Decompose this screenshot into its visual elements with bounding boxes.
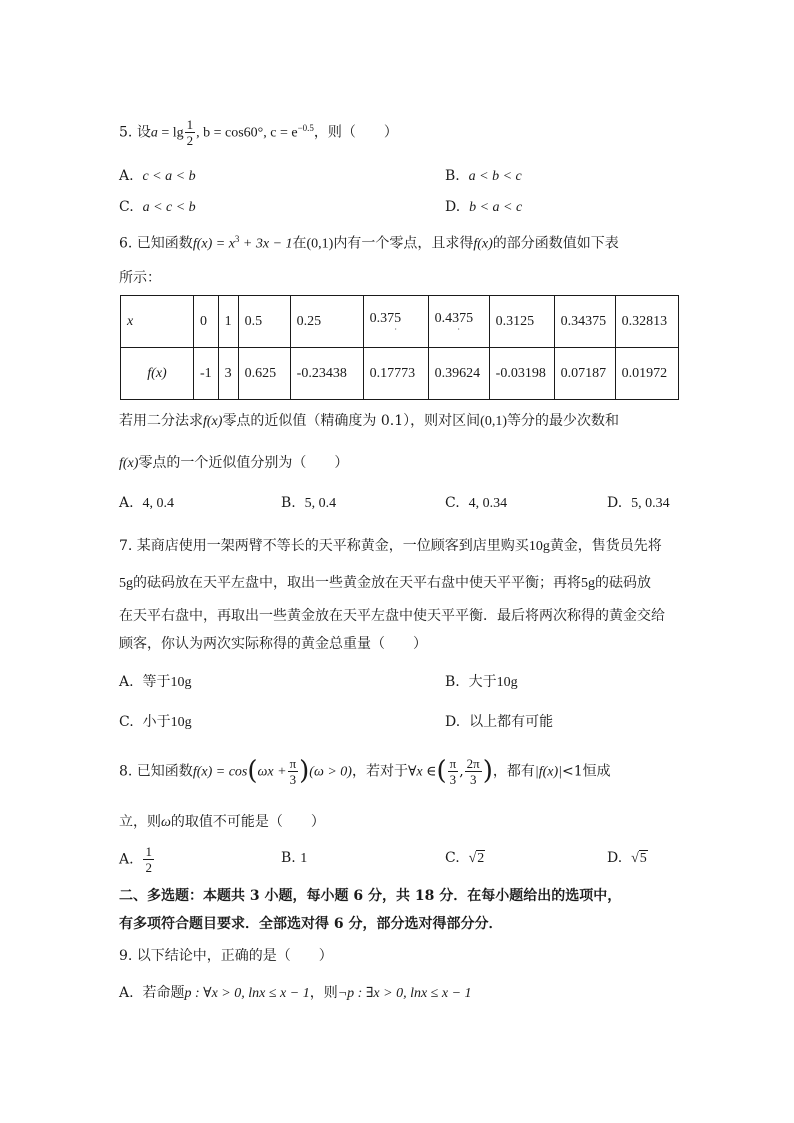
table-cell: 0.39624 [428, 348, 489, 400]
table-cell: -0.23438 [290, 348, 363, 400]
interval-right: $\frac{2\pi}{3}$ [466, 756, 480, 788]
table-cell: x [121, 296, 194, 348]
table-cell: 0 [194, 296, 219, 348]
table-cell: f(x) [121, 348, 194, 400]
q6-option-d[interactable]: D. 5, 0.34 [607, 495, 670, 511]
q5-option-a[interactable]: A. c < a < b [119, 168, 196, 184]
q7-option-a[interactable]: A. 等于10g [119, 674, 192, 690]
q8-stem-line2: 立，则ω的取值不可能是（ ） [119, 814, 325, 830]
q5-option-c[interactable]: C. a < c < b [119, 199, 196, 215]
table-cell: -0.03198 [489, 348, 554, 400]
table-cell: 0.07187 [554, 348, 615, 400]
table-cell: 3 [218, 348, 238, 400]
q6-value-table [120, 295, 679, 400]
table-cell: 0.5 [238, 296, 290, 348]
q8-option-b[interactable]: B. 1 [281, 850, 308, 866]
q5-fraction: $\frac{1}{2}$ [186, 117, 194, 148]
q7-stem-line4: 顾客，你认为两次实际称得的黄金总重量（ ） [119, 636, 427, 652]
q6-question-line2: f(x)零点的一个近似值分别为（ ） [119, 455, 349, 471]
q6-stem: 6. 已知函数$f(x) = x^3 + 3x - 1$在(0,1)内有一个零点，且求得f(x)的部分函数值如下表 [119, 234, 619, 252]
table-cell: 0.32813 [615, 296, 678, 348]
q6-option-a[interactable]: A. 4, 0.4 [119, 495, 174, 511]
pi-over-three: $\frac{\pi}{3}$ [289, 756, 297, 788]
q7-option-d[interactable]: D. 以上都有可能 [445, 714, 554, 730]
q9-option-a[interactable]: A. 若命题p : ∀x > 0, lnx ≤ x − 1，则¬p : ∃x > 0, lnx ≤ x − 1 [119, 985, 472, 1001]
q5-stem: 5. 设a = lg $\frac{1}{2}$ , b = cos60°, $c = e^{-0.5}$，则（ ） [119, 117, 398, 148]
q5-option-d[interactable]: D. b < a < c [445, 199, 523, 215]
q8-option-a[interactable]: A. $\frac{1}{2}$ [119, 844, 152, 875]
q7-stem-line3: 在天平右盘中，再取出一些黄金放在天平左盘中使天平平衡．最后将两次称得的黄金交给 [119, 608, 665, 624]
table-cell: 0.01972 [615, 348, 678, 400]
table-cell: 1 [218, 296, 238, 348]
table-row-x [121, 296, 679, 348]
table-cell: 0.34375 [554, 296, 615, 348]
q5-option-b[interactable]: B. a < b < c [445, 168, 522, 184]
q8-stem: 8. 已知函数f(x) = cos(ωx + $\frac{\pi}{3}$ )(ω > 0)，若对于∀x ∈( $\frac{\pi}{3}$ , $\frac{2\pi}{3}$ )，都有|f(x)|<1恒成 [119, 756, 611, 788]
table-cell: 0.17773 [363, 348, 428, 400]
q6-question: 若用二分法求f(x)零点的近似值（精确度为 0.1），则对区间(0,1)等分的最少次数和 [119, 413, 619, 429]
q6-option-c[interactable]: C. 4, 0.34 [445, 495, 508, 511]
q6-stem-line2: 所示： [119, 270, 161, 286]
q8-option-c[interactable]: C. √2 [445, 850, 485, 866]
table-cell: 0.375 · [363, 296, 428, 348]
table-row-fx [121, 348, 679, 400]
table-cell: 0.25 [290, 296, 363, 348]
q6-option-b[interactable]: B. 5, 0.4 [281, 495, 337, 511]
section-2-heading-line2: 有多项符合题目要求．全部选对得 6 分，部分选对得部分分． [119, 916, 503, 932]
q7-stem-line1: 7. 某商店使用一架两臂不等长的天平称黄金，一位顾客到店里购买10g黄金，售货员先将 [119, 538, 662, 554]
q7-option-b[interactable]: B. 大于10g [445, 674, 518, 690]
q8-option-d[interactable]: D. √5 [607, 850, 647, 866]
interval-left: $\frac{\pi}{3}$ [449, 756, 457, 788]
q7-stem-line2: 5g的砝码放在天平左盘中，取出一些黄金放在天平右盘中使天平平衡；再将5g的砝码放 [119, 575, 651, 591]
table-cell: 0.4375 · [428, 296, 489, 348]
q9-stem: 9. 以下结论中，正确的是（ ） [119, 948, 333, 964]
q7-option-c[interactable]: C. 小于10g [119, 714, 192, 730]
table-cell: 0.3125 [489, 296, 554, 348]
section-2-heading: 二、多选题：本题共 3 小题，每小题 6 分，共 18 分．在每小题给出的选项中， [119, 888, 622, 904]
table-cell: -1 [194, 348, 219, 400]
table-cell: 0.625 [238, 348, 290, 400]
